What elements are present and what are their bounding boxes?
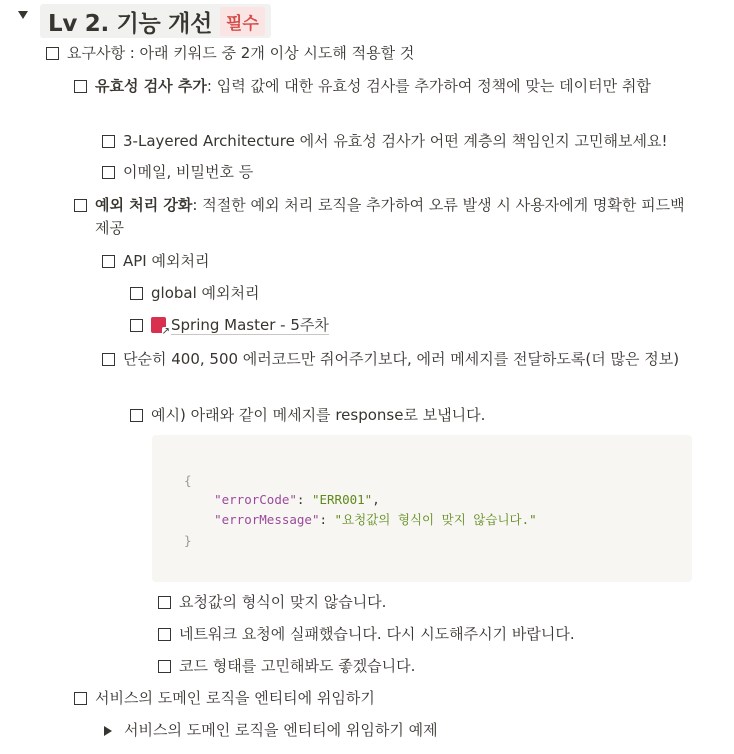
code-string: "ERR001" [311,492,373,507]
expand-toggle-icon[interactable] [104,726,112,736]
todo-label: 요구사항 : 아래 키워드 중 2개 이상 시도해 적용할 것 [67,44,415,62]
todo-api-exception [102,250,702,273]
code-line [184,472,192,490]
todo-error-code-msg [102,348,692,371]
todo-example [130,404,710,427]
checkbox[interactable] [74,692,87,705]
todo-label: 예시) 아래와 같이 메세지를 response로 보냅니다. [151,406,486,424]
toggle-domain-example[interactable] [104,719,704,742]
checkbox[interactable] [102,166,115,179]
todo-email-pw [102,161,702,184]
todo-validation [74,75,686,98]
todo-exception [74,194,686,240]
todo-label: 서비스의 도메인 로직을 엔티티에 위임하기 [95,689,375,707]
todo-global-exception [130,282,710,305]
checkbox[interactable] [158,660,171,673]
code-brace: } [184,533,192,548]
todo-label-rest: : 적절한 예외 처리 로직을 추가하여 오류 발생 시 사용자에게 명확한 피드백 제공 [95,196,685,237]
todo-label-rest: : 입력 값에 대한 유효성 검사를 추가하여 정책에 맞는 데이터만 취합 [206,77,651,95]
checkbox[interactable] [102,353,115,366]
code-block[interactable] [152,435,692,582]
page-link[interactable] [151,314,329,337]
todo-label [95,194,686,240]
code-comma: , [372,492,380,507]
checkbox[interactable] [46,47,59,60]
todo-label: 이메일, 비밀번호 등 [123,163,254,181]
checkbox[interactable] [158,628,171,641]
checkbox[interactable] [102,255,115,268]
code-colon: : [296,492,305,507]
checkbox[interactable] [158,596,171,609]
todo-requirements [46,42,706,65]
checkbox[interactable] [102,135,115,148]
page-link-icon [151,317,166,333]
required-badge: 필수 [220,7,265,36]
todo-label: global 예외처리 [151,284,260,302]
todo-label: 네트워크 요청에 실패했습니다. 다시 시도해주시기 바랍니다. [179,625,575,643]
code-colon: : [319,512,327,527]
todo-label: 단순히 400, 500 에러코드만 쥐어주기보다, 에러 메세지를 전달하도록(더 많은 정보) [123,350,680,368]
checkbox[interactable] [74,199,87,212]
checkbox[interactable] [130,409,143,422]
todo-label: 코드 형태를 고민해봐도 좋겠습니다. [179,657,416,675]
collapse-toggle-icon[interactable] [18,11,28,19]
checkbox[interactable] [130,319,143,332]
code-line [184,491,380,509]
code-string: "요청값의 형식이 맞지 않습니다." [334,512,537,527]
todo-msg-3 [158,655,718,678]
code-line [184,532,192,550]
code-key: "errorMessage" [214,512,320,527]
todo-label [95,75,651,98]
todo-layered [102,130,734,153]
code-key: "errorCode" [214,492,297,507]
code-line [184,511,537,529]
todo-msg-2 [158,623,718,646]
todo-spring-master [130,314,710,337]
toggle-label: 서비스의 도메인 로직을 엔티티에 위임하기 예제 [124,721,438,739]
heading-block [40,4,271,38]
todo-label: API 예외처리 [123,252,210,270]
todo-msg-1 [158,591,718,614]
todo-label: 요청값의 형식이 맞지 않습니다. [179,593,387,611]
heading-title: Lv 2. 기능 개선 [48,10,212,37]
todo-label-bold: 예외 처리 강화 [95,196,193,214]
code-brace: { [184,473,192,488]
todo-label: 3-Layered Architecture 에서 유효성 검사가 어떤 계층의 책임인지 고민해보세요! [123,132,668,150]
todo-domain-logic [74,687,694,710]
checkbox[interactable] [74,80,87,93]
todo-label-bold: 유효성 검사 추가 [95,77,207,95]
checkbox[interactable] [130,287,143,300]
page-link-title[interactable]: Spring Master - 5주차 [171,316,329,334]
